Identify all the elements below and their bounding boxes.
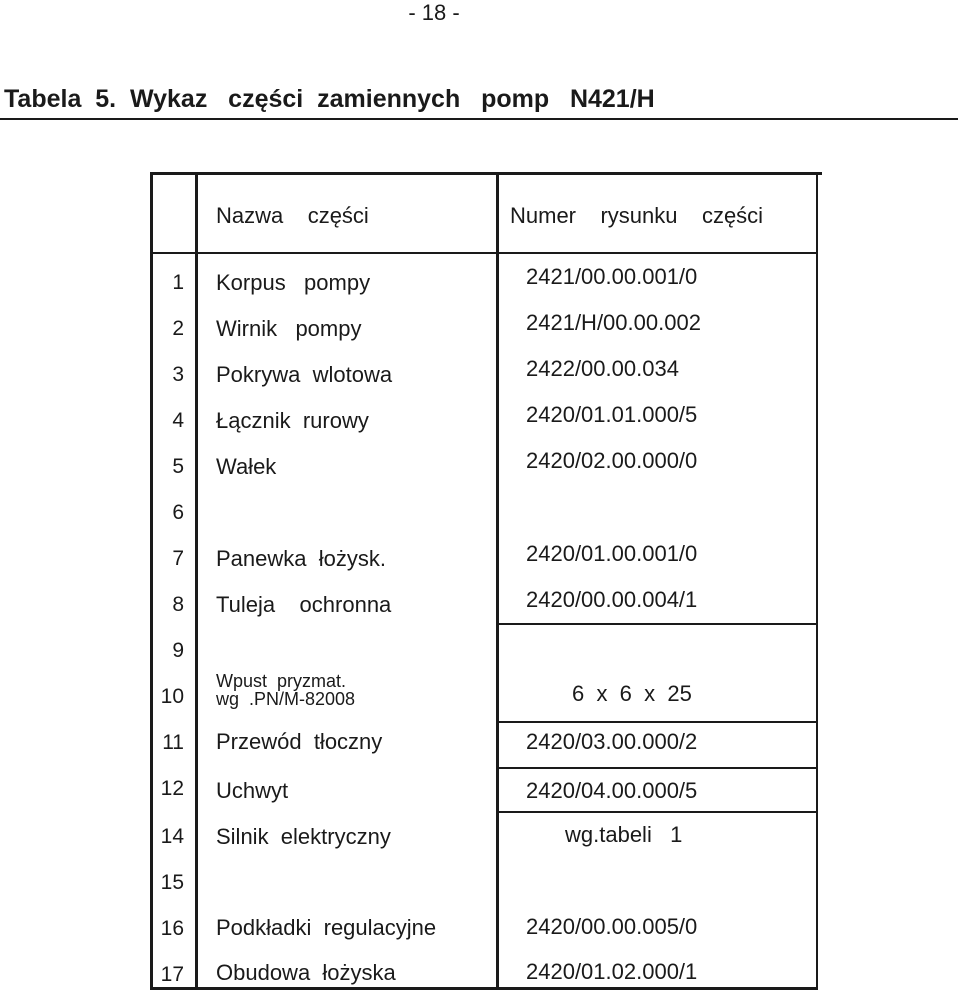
row-number: 8 — [172, 593, 184, 616]
row-number: 16 — [160, 917, 184, 940]
part-name: Panewka łożysk. — [216, 546, 386, 571]
row-number: 14 — [160, 825, 184, 848]
title-underline — [0, 118, 958, 120]
drawing-number: 2420/01.00.001/0 — [526, 541, 698, 566]
part-name: Tuleja ochronna — [216, 592, 392, 617]
row-number: 5 — [172, 455, 184, 478]
part-name: Pokrywa wlotowa — [216, 362, 393, 387]
part-name-line-2: wg .PN/M-82008 — [216, 689, 356, 709]
part-name: Korpus pompy — [216, 270, 371, 295]
row-11-rule — [498, 767, 816, 769]
drawing-number: 2420/00.00.004/1 — [526, 587, 698, 612]
table-bottom-border — [150, 987, 818, 990]
page-title: Tabela 5. Wykaz części zamiennych pomp N421/H — [4, 85, 655, 113]
part-name: Silnik elektryczny — [216, 824, 391, 849]
drawing-number: 2420/00.00.005/0 — [526, 914, 698, 939]
part-name: Obudowa łożyska — [216, 960, 396, 985]
row-number: 15 — [160, 871, 184, 894]
table-header-border — [150, 252, 818, 254]
header-drawing-number: Numer rysunku części — [510, 203, 764, 228]
row-number: 2 — [172, 317, 184, 340]
row-number: 6 — [172, 501, 184, 524]
part-name-line-1: Wpust pryzmat. — [216, 671, 347, 691]
table-number-column-border — [195, 172, 198, 990]
part-name: Wałek — [216, 454, 277, 479]
row-number: 7 — [172, 547, 184, 570]
drawing-number: 2420/01.01.000/5 — [526, 402, 698, 427]
row-number: 12 — [160, 777, 184, 800]
part-name: Podkładki regulacyjne — [216, 915, 437, 940]
table-name-column-border — [496, 172, 499, 990]
table-right-border — [816, 172, 818, 990]
row-number: 17 — [160, 963, 184, 986]
row-8-rule — [498, 623, 816, 625]
drawing-number: 2420/03.00.000/2 — [526, 729, 698, 754]
page-number: - 18 - — [408, 0, 460, 25]
drawing-number: 2422/00.00.034 — [526, 356, 679, 381]
row-12-rule — [498, 811, 816, 813]
drawing-number: 2420/02.00.000/0 — [526, 448, 698, 473]
row-number: 1 — [172, 271, 184, 294]
row-number: 3 — [172, 363, 184, 386]
drawing-number: 2421/00.00.001/0 — [526, 264, 698, 289]
table-top-border — [150, 172, 822, 175]
row-10-rule — [498, 721, 816, 723]
drawing-number: wg.tabeli 1 — [565, 822, 683, 847]
row-number: 4 — [172, 409, 184, 432]
drawing-number: 2421/H/00.00.002 — [526, 310, 701, 335]
header-part-name: Nazwa części — [216, 203, 369, 228]
part-name: Wirnik pompy — [216, 316, 362, 341]
part-name: Łącznik rurowy — [216, 408, 369, 433]
row-number: 10 — [160, 685, 184, 708]
row-number: 9 — [172, 639, 184, 662]
part-name: Uchwyt — [216, 778, 289, 803]
row-number: 11 — [162, 731, 184, 754]
drawing-number: 6 x 6 x 25 — [572, 681, 692, 706]
drawing-number: 2420/04.00.000/5 — [526, 778, 698, 803]
drawing-number: 2420/01.02.000/1 — [526, 959, 698, 984]
part-name: Przewód tłoczny — [216, 729, 383, 754]
